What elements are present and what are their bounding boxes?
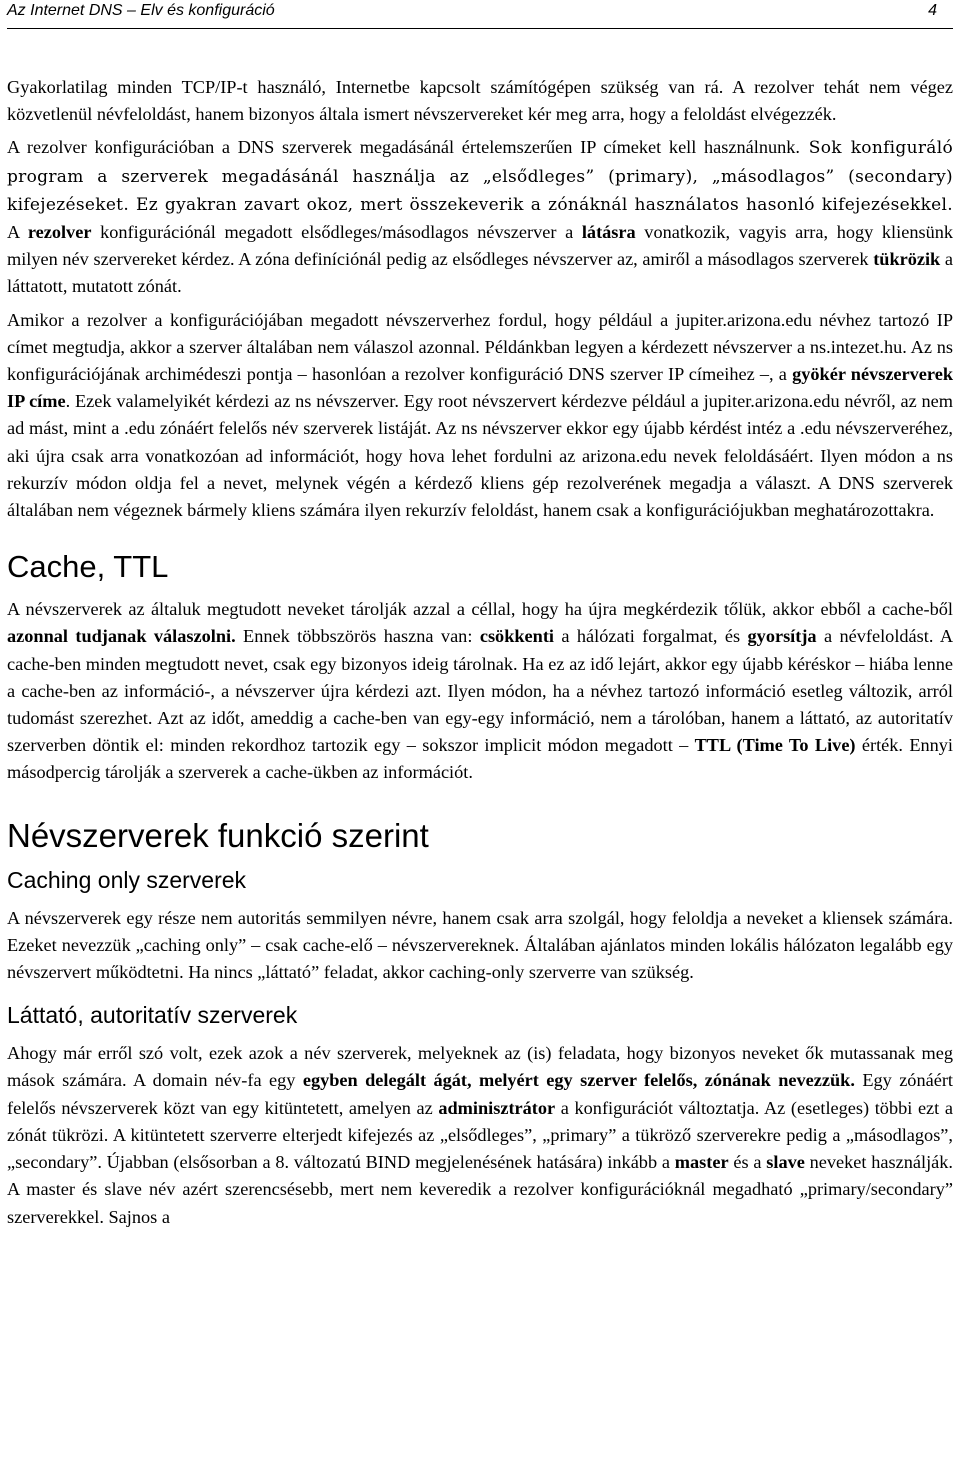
text-span: Egy zónáért felelős névszerverek közt van egy kitüntetett, amelyen az [7,1070,953,1118]
bold-term: master [674,1152,729,1173]
section-heading-nameservers: Névszerverek funkció szerint [7,816,429,854]
page-number: 4 [928,2,937,19]
text-span: a névfeloldást. A cache-ben minden megtudott nevet, csak egy bizonyos ideig tárolnak. Ha ez az idő lejárt, akkor egy újabb kéréskor – hiába lenne a cache-ben az információ-, a névszerver újra kérdezi azt. Ilyen módon, ha a névhez tartozó információ esetleg változik, arról tudomást szerezhet. Azt az időt, ameddig a cache-ben van egy-egy információ, nem a tárolóban, hanem a láttató, az autoritatív szerverben döntik el: minden rekordhoz tartozik egy – sokszor implicit módon megadott – [7,626,954,756]
bold-term: egyben delegált ágát, melyért egy szerver felelős, zónának nevezzük. [302,1070,855,1091]
running-header [7,0,953,29]
bold-term: TTL (Time To Live) [694,735,856,756]
text-span: Ahogy már erről szó volt, ezek azok a név szerverek, melyeknek az (is) feladata, hogy bizonyos neveket ők mutassanak meg mások számára. A domain név-fa egy [7,1043,953,1091]
bold-term: tükrözik [873,249,941,270]
bold-term: gyorsítja [747,626,817,647]
subsection-heading-caching-only: Caching only szerverek [7,866,247,893]
bold-term: slave [766,1152,805,1173]
text-span: A rezolver konfigurációban a DNS szerverek megadásánál értelemszerűen IP címeket kell használnunk. [7,137,800,158]
paragraph-cache [7,596,953,786]
bold-term: adminisztrátor [438,1097,556,1118]
text-span: Ennek többszörös haszna van: [235,626,480,647]
bold-term: látásra [581,222,636,243]
paragraph-rezolver-config [7,134,953,300]
text-span: a hálózati forgalmat, és [553,626,748,647]
section-heading-cache-ttl: Cache, TTL [7,549,169,585]
text-span: Sok konfiguráló program a szerverek megadásánál használja az „elsődleges” (primary), „másodlagos” (secondary) kifejezéseket. [7,138,953,215]
bold-term: csökkenti [479,626,554,647]
text-span: érték. Ennyi másodpercig tárolják a szerverek a cache-ükben az információt. [7,735,953,783]
text-span: A névszerverek az általuk megtudott neveket tárolják azzal a céllal, hogy ha újra megkérdezik tőlük, akkor ebből a cache-ből [7,599,953,620]
bold-term: rezolver [27,222,92,243]
text-span: Ez gyakran zavart okoz, mert összekeverik a zónáknál használatos hasonló kifejezésekkel. [129,194,953,215]
paragraph-intro: Gyakorlatilag minden TCP/IP-t használó, Internetbe kapcsolt számítógépen szükség van rá. A rezolver tehát nem végez közvetlenül névfeloldást, hanem bizonyos általa ismert névszervereket kér meg arra, hogy a feloldást elvégezzék. [7,77,953,125]
text-span: a láttatott, mutatott zónát. [7,249,953,297]
bold-term: gyökér névszerverek IP címe [7,364,953,412]
paragraph-authoritative [7,1040,953,1230]
paragraph-caching-only: A névszerverek egy része nem autoritás semmilyen névre, hanem csak arra szolgál, hogy feloldja a neveket a kliensek számára. Ezeket nevezzük „caching only” – csak cache-elő – névszervereknek. Általában ajánlatos minden lokális hálózaton legalább egy névszervert működtetni. Ha nincs „láttató” feladat, akkor caching-only szerverre van szükség. [7,907,953,983]
text-span: vonatkozik, vagyis arra, hogy kliensünk milyen név szervereket kérdez. A zóna definíciónál pedig az elsődleges névszerver az, amiről a másodlagos szerverek [7,222,953,270]
paragraph-recursion [7,307,953,525]
bold-term: azonnal tudjanak válaszolni. [7,626,236,647]
text-span: Amikor a rezolver a konfigurációjában megadott névszerverhez fordul, hogy például a jupiter.arizona.edu névhez tartozó IP címet megtudja, akkor a szerver általában nem válaszol azonnal. Példánkban legyen a kérdezett névszerver a ns.intezet.hu. Az ns konfigurációjának archimédeszi pontja – hasonlóan a rezolver konfiguráció DNS szerver IP címeihez –, a [7,309,953,385]
text-span: A [7,222,28,243]
text-span: konfigurációnál megadott elsődleges/másodlagos névszerver a [91,222,582,243]
text-span: és a [728,1152,767,1173]
subsection-heading-authoritative: Láttató, autoritatív szerverek [7,1002,298,1029]
text-span: . Ezek valamelyikét kérdezi az ns névszerver. Egy root névszervert kérdezve például a jupiter.arizona.edu névről, az nem ad mást, mint a .edu zónáért felelős név szerverek listáját. Az ns névszerver ekkor egy újabb kérdést intéz a .edu névszerveréhez, aki újra csak arra vonatkozóan ad információt, hogy hova lehet fordulni az arizona.edu nevek feloldásáért. Ilyen módon a ns rekurzív módon oldja fel a nevet, melynek végén a kérdező kliens gép rezolverének megadja a választ. A DNS szerverek általában nem végeznek bármely kliens számára ilyen rekurzív feloldást, hanem csak a konfigurációjukban meghatározottakra. [7,391,953,521]
header-title: Az Internet DNS – Elv és konfiguráció [7,2,275,19]
text-span: neveket használják. A master és slave név azért szerencsésebb, mert nem keveredik a rezolver konfigurációknál megadható „primary/secondary” szerverekkel. Sajnos a [7,1152,953,1227]
text-span: a konfigurációt változtatja. Az (esetleges) többi ezt a zónát tükrözi. A kitüntetett szerverre elterjedt kifejezés az „elsődleges”, „primary” a tükröző szerverekre pedig a „másodlagos”, „secondary”. Újabban (elsősorban a 8. változatú BIND megjelenésének hatására) inkább a [7,1097,953,1173]
